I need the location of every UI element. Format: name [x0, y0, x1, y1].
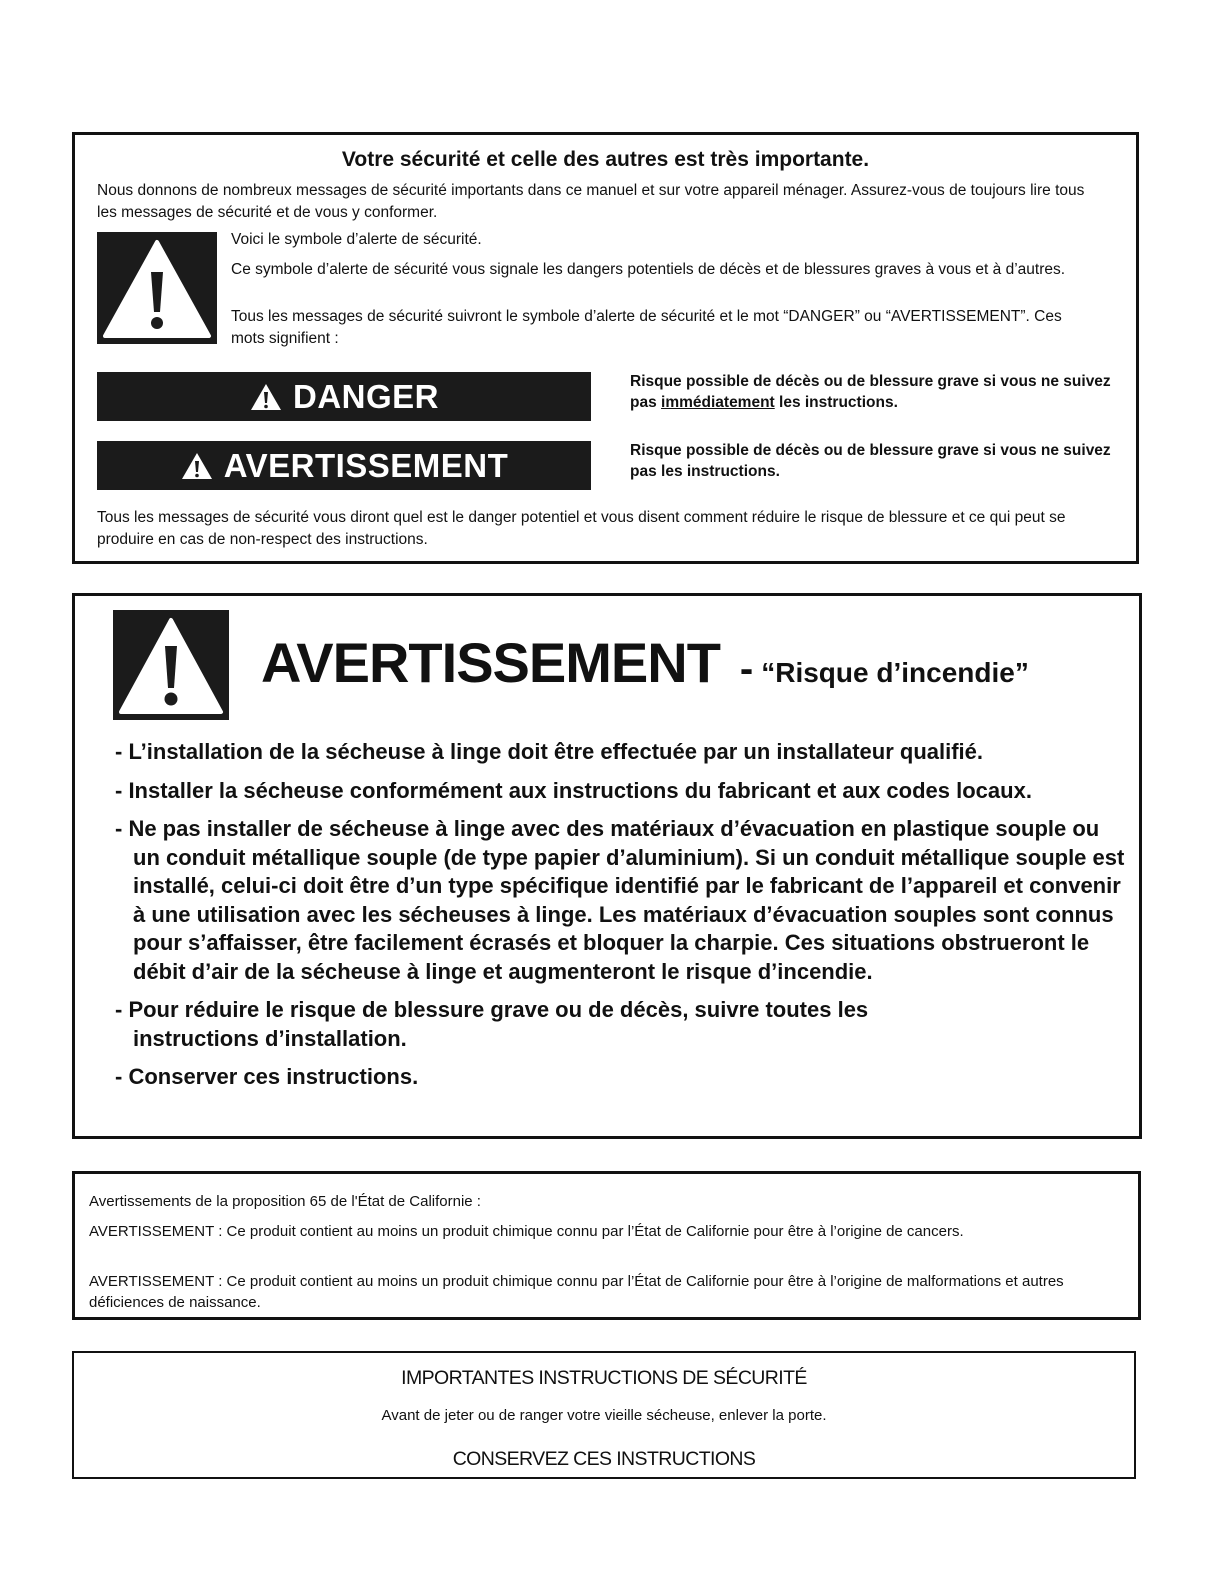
- important-title: IMPORTANTES INSTRUCTIONS DE SÉCURITÉ: [401, 1367, 807, 1389]
- list-item: - Pour réduire le risque de blessure grave ou de décès, suivre toutes les instructions d’installation.: [115, 997, 869, 1051]
- safety-title: Votre sécurité et celle des autres est très importante.: [341, 148, 870, 171]
- symbol-description-3: Tous les messages de sécurité suivront le symbole d’alerte de sécurité et le mot “DANGER” ou “AVERTISSEMENT”. Ces mots signifient :: [231, 308, 1062, 347]
- keep-instructions: CONSERVEZ CES INSTRUCTIONS: [452, 1448, 756, 1470]
- prop65-warning-birth: AVERTISSEMENT : Ce produit contient au moins un produit chimique connu par l’État de Californie pour être à l’origine de malformations et autres déficiences de naissance.: [89, 1273, 1064, 1311]
- safety-alert-icon: [113, 610, 229, 720]
- list-item: - Ne pas installer de sécheuse à linge avec des matériaux d’évacuation en plastique souple ou un conduit métallique souple (de type papier d’aluminium). Si un conduit métallique souple est installé, celui-ci doit être d’un type spécifique identifié par le fabricant de l’appareil et convenir à une utilisation avec les sécheuses à linge. Les matériaux d’évacuation souples sont connus pour s’affaisser, être facilement écrasés et bloquer la charpie. Ces situations obstrueront le débit d’air de la sécheuse à linge et augmenteront le risque d’incendie.: [115, 816, 1125, 984]
- safety-outro: Tous les messages de sécurité vous diront quel est le danger potentiel et vous disent comment réduire le risque de blessure et ce qui peut se produire en cas de non-respect des instructions.: [97, 509, 1066, 548]
- warning-label: AVERTISSEMENT: [223, 446, 509, 484]
- danger-text-underlined: immédiatement: [661, 394, 775, 411]
- fire-warning-label: AVERTISSEMENT: [261, 631, 720, 694]
- fire-warning-title: [261, 630, 1029, 695]
- danger-label: DANGER: [292, 377, 439, 415]
- fire-warning-subtitle: “Risque d’incendie”: [761, 657, 1029, 688]
- important-text: Avant de jeter ou de ranger votre vieille sécheuse, enlever la porte.: [381, 1407, 827, 1424]
- title-dash: -: [739, 647, 754, 691]
- safety-alert-icon: [97, 232, 217, 344]
- warning-description: Risque possible de décès ou de blessure grave si vous ne suivez pas les instructions.: [630, 442, 1111, 480]
- fire-warning-box: [72, 593, 1142, 1139]
- prop65-warning-cancer: AVERTISSEMENT : Ce produit contient au moins un produit chimique connu par l’État de Californie pour être à l’origine de cancers.: [89, 1223, 964, 1240]
- symbol-description-1: Voici le symbole d’alerte de sécurité.: [231, 231, 482, 248]
- symbol-description-2: Ce symbole d’alerte de sécurité vous signale les dangers potentiels de décès et de blessures graves à vous et à d’autres.: [231, 261, 1066, 278]
- danger-text-after: les instructions.: [774, 394, 898, 411]
- safety-intro: Nous donnons de nombreux messages de sécurité importants dans ce manuel et sur votre appareil ménager. Assurez-vous de toujours lire tous les messages de sécurité et de vous y conformer.: [97, 182, 1085, 221]
- important-instructions-box: [72, 1351, 1136, 1479]
- safety-info-box: [72, 132, 1139, 564]
- fire-warning-list: [115, 738, 1125, 1102]
- list-item: - L’installation de la sécheuse à linge doit être effectuée par un installateur qualifié.: [115, 739, 984, 764]
- list-item: - Installer la sécheuse conformément aux instructions du fabricant et aux codes locaux.: [115, 777, 1032, 803]
- list-item: - Conserver ces instructions.: [115, 1064, 419, 1089]
- danger-text-before: Risque possible de décès ou de blessure grave si vous ne suivez pas: [630, 373, 1111, 411]
- prop65-title: Avertissements de la proposition 65 de l'État de Californie :: [89, 1193, 481, 1210]
- prop65-box: [72, 1171, 1141, 1320]
- danger-description: [630, 371, 1130, 413]
- warning-triangle-icon: [249, 382, 283, 412]
- danger-banner: [97, 372, 591, 421]
- warning-banner: [97, 441, 591, 490]
- warning-triangle-icon: [180, 451, 214, 481]
